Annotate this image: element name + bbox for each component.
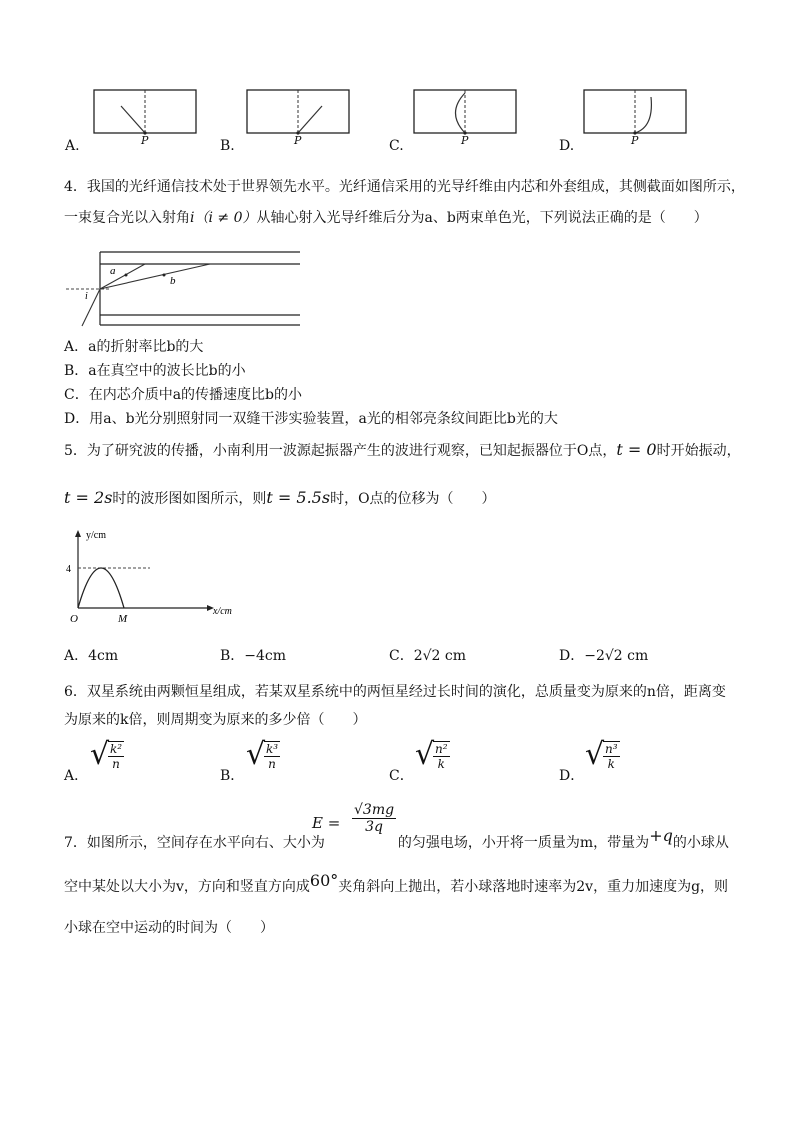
q5-wave-figure	[60, 526, 250, 626]
q7-angle: 60°	[309, 871, 339, 890]
q3-point-label-a: P	[141, 134, 149, 147]
q6-option-c-fraction: $\frac{\text{n²}}{k}$	[435, 742, 448, 771]
q4-label-a: a	[110, 265, 116, 277]
q5-stem-line2b: 时，O点的位移为（ ）	[330, 491, 496, 507]
q4-fiber-figure	[60, 244, 310, 332]
q5-ylabel: y/cm	[86, 530, 106, 541]
q5-option-b-letter: B．	[220, 648, 245, 664]
q5-stem-line1a: 5．为了研究波的传播，小南利用一波源起振器产生的波进行观察，已知起振器位于O点，	[64, 443, 617, 459]
q7-eq-numerator: √3mg	[354, 802, 395, 818]
q7-stem-line2b: 夹角斜向上抛出，若小球落地时速率为2v，重力加速度为g，则	[338, 879, 729, 895]
q7-stem-line2	[64, 871, 729, 897]
q5-time-5-5s: t = 5.5s	[266, 488, 331, 507]
q4-label-i: i	[85, 291, 88, 302]
q3-option-c[interactable]: C.	[389, 138, 404, 154]
q5-tick-4: 4	[66, 564, 71, 575]
q4-stem-line2b: 从轴心射入光导纤维后分为a、b两束单色光，下列说法正确的是（ ）	[256, 210, 708, 226]
q5-option-d-value: −2√2 cm	[584, 648, 649, 664]
q5-stem-line1b: 时开始振动，	[656, 443, 741, 459]
q4-incidence-condition: i（i ≠ 0）	[190, 210, 257, 226]
q5-option-a-letter: A．	[64, 648, 89, 664]
q6-option-d-letter: D．	[559, 768, 585, 784]
q4-option-a[interactable]: A．a的折射率比b的大	[64, 339, 204, 355]
q3-option-d[interactable]: D.	[559, 138, 575, 154]
q6-stem-line2: 为原来的k倍，则周期变为原来的多少倍（ ）	[64, 712, 367, 728]
q6-option-b-fraction: $\frac{\text{k³}}{n}$	[266, 742, 279, 771]
q5-origin-label: O	[70, 613, 78, 625]
q4-option-c[interactable]: C．在内芯介质中a的传播速度比b的小	[64, 387, 303, 403]
q5-option-c-value: 2√2 cm	[413, 648, 467, 664]
q5-option-a-value: 4cm	[88, 648, 119, 664]
q5-option-b[interactable]	[220, 646, 286, 666]
q5-option-c[interactable]	[389, 646, 466, 666]
q3-option-a[interactable]: A.	[65, 138, 80, 154]
q6-sqrt-sign-d: √	[585, 737, 605, 772]
q3-option-b[interactable]: B.	[220, 138, 235, 154]
q6-option-c-letter: C．	[389, 768, 414, 784]
q5-stem-line2	[64, 488, 496, 509]
q7-stem-line2a: 空中某处以大小为v，方向和竖直方向成	[64, 879, 310, 895]
q5-time-2s: t = 2s	[64, 488, 113, 507]
q3-figure-d	[584, 90, 686, 135]
q5-time-zero: t = 0	[616, 440, 657, 459]
q6-option-d-fraction: $\frac{\text{n³}}{k}$	[605, 742, 618, 771]
q6-sqrt-sign-a: √	[90, 737, 110, 772]
q5-option-a[interactable]	[64, 646, 118, 666]
q5-stem-line2a: 时的波形图如图所示，则	[112, 491, 267, 507]
q3-point-label-d: P	[631, 134, 639, 147]
q5-m-label: M	[118, 613, 128, 625]
q4-option-b[interactable]: B．a在真空中的波长比b的小	[64, 363, 246, 379]
q5-option-b-value: −4cm	[244, 648, 287, 664]
q3-figure-c	[414, 90, 516, 135]
q6-option-b-letter: B．	[220, 768, 245, 784]
q5-stem-line1	[64, 440, 741, 461]
q4-stem-line2	[64, 208, 708, 228]
q7-eq-lhs: E =	[312, 814, 341, 832]
q5-xlabel: x/cm	[213, 606, 232, 617]
q4-option-d[interactable]: D．用a、b光分别照射同一双缝干涉实验装置，a光的相邻亮条纹间距比b光的大	[64, 411, 558, 427]
q7-eq-fraction	[352, 802, 396, 835]
q7-eq-denominator: 3q	[365, 819, 383, 835]
q6-option-a-fraction: $\frac{\text{k²}}{n}$	[110, 742, 123, 771]
q5-option-d-letter: D．	[559, 648, 585, 664]
q7-stem-line3: 小球在空中运动的时间为（ ）	[64, 920, 274, 936]
q5-option-d[interactable]	[559, 646, 648, 666]
q4-stem-line1: 4．我国的光纤通信技术处于世界领先水平。光纤通信采用的光导纤维由内芯和外套组成，其侧截面如图所示，	[64, 179, 745, 195]
q6-stem-line1: 6．双星系统由两颗恒星组成，若某双星系统中的两恒星经过长时间的演化，总质量变为原来的n倍，距离变	[64, 684, 726, 700]
q6-sqrt-sign-b: √	[246, 737, 266, 772]
q7-charge: +q	[649, 826, 673, 845]
q3-figure-b	[247, 90, 349, 135]
q5-option-c-letter: C．	[389, 648, 414, 664]
q3-point-label-c: P	[461, 134, 469, 147]
q7-stem-line1b: 的匀强电场，小开将一质量为m，带量为	[397, 835, 650, 851]
q4-stem-line2a: 一束复合光以入射角	[64, 210, 190, 226]
q4-label-b: b	[170, 275, 176, 287]
q3-figure-a	[94, 90, 196, 135]
q6-option-a-letter: A．	[64, 768, 89, 784]
q6-sqrt-sign-c: √	[415, 737, 435, 772]
q3-point-label-b: P	[294, 134, 302, 147]
q7-stem-line1c: 的小球从	[672, 835, 729, 851]
q7-stem-line1a: 7．如图所示，空间存在水平向右、大小为	[64, 835, 325, 851]
